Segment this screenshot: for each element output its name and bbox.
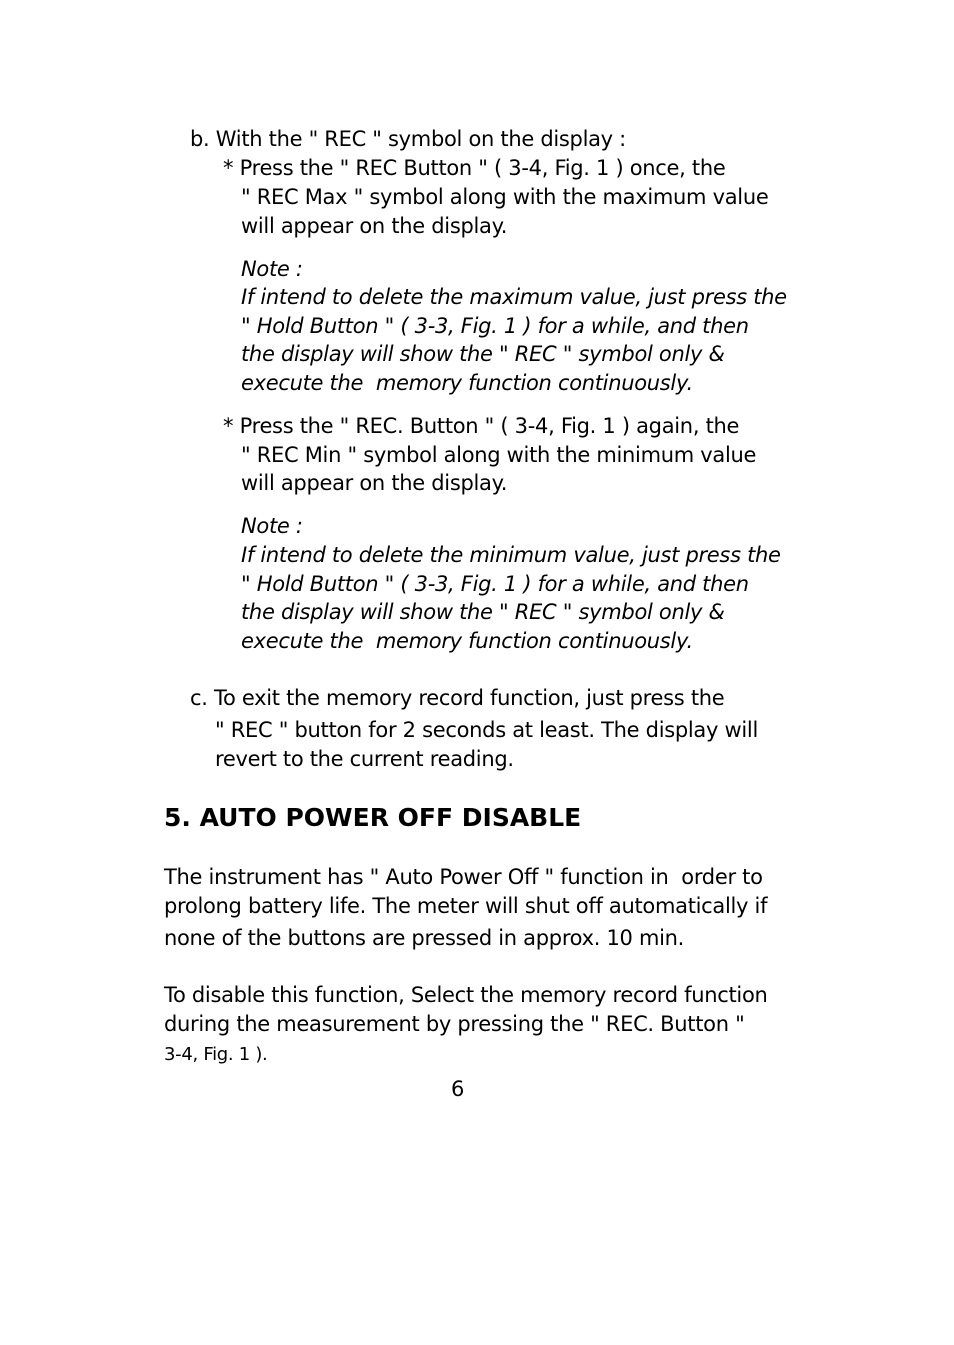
note1-line: the display will show the " REC " symbol only &	[241, 342, 725, 366]
section-title: 5. AUTO POWER OFF DISABLE	[164, 803, 582, 832]
section5-para1-line: The instrument has " Auto Power Off " function in order to	[164, 865, 763, 889]
item-b-heading: b. With the " REC " symbol on the display :	[190, 127, 626, 151]
note1-line: execute the memory function continuously.	[241, 371, 693, 395]
page-number: 6	[451, 1077, 465, 1101]
note2-line: execute the memory function continuously.	[241, 629, 693, 653]
note1-line: If intend to delete the maximum value, just press the	[241, 285, 787, 309]
section5-para2-line: To disable this function, Select the memory record function	[164, 983, 768, 1007]
note2-line: the display will show the " REC " symbol only &	[241, 600, 725, 624]
note1-line: " Hold Button " ( 3-3, Fig. 1 ) for a while, and then	[241, 314, 749, 338]
item-c-line: c. To exit the memory record function, just press the	[190, 686, 725, 710]
section5-para1-line: none of the buttons are pressed in approx. 10 min.	[164, 926, 685, 950]
section5-para2-line: during the measurement by pressing the " REC. Button "	[164, 1012, 745, 1036]
item-b-bullet2-line: will appear on the display.	[241, 471, 508, 495]
section5-para2-line: 3-4, Fig. 1 ).	[164, 1044, 268, 1065]
note2-line: If intend to delete the minimum value, just press the	[241, 543, 781, 567]
item-b-bullet1-line: " REC Max " symbol along with the maximum value	[241, 185, 769, 209]
section5-para1-line: prolong battery life. The meter will shut off automatically if	[164, 894, 768, 918]
note-label: Note :	[241, 257, 303, 281]
item-b-bullet1-line: will appear on the display.	[241, 214, 508, 238]
note-label: Note :	[241, 514, 303, 538]
item-b-bullet2-line: * Press the " REC. Button " ( 3-4, Fig. 1 ) again, the	[223, 414, 740, 438]
item-b-bullet2-line: " REC Min " symbol along with the minimum value	[241, 443, 757, 467]
note2-line: " Hold Button " ( 3-3, Fig. 1 ) for a while, and then	[241, 572, 749, 596]
item-b-bullet1-line: * Press the " REC Button " ( 3-4, Fig. 1 ) once, the	[223, 156, 726, 180]
item-c-line: " REC " button for 2 seconds at least. The display will	[215, 718, 758, 742]
item-c-line: revert to the current reading.	[215, 747, 514, 771]
